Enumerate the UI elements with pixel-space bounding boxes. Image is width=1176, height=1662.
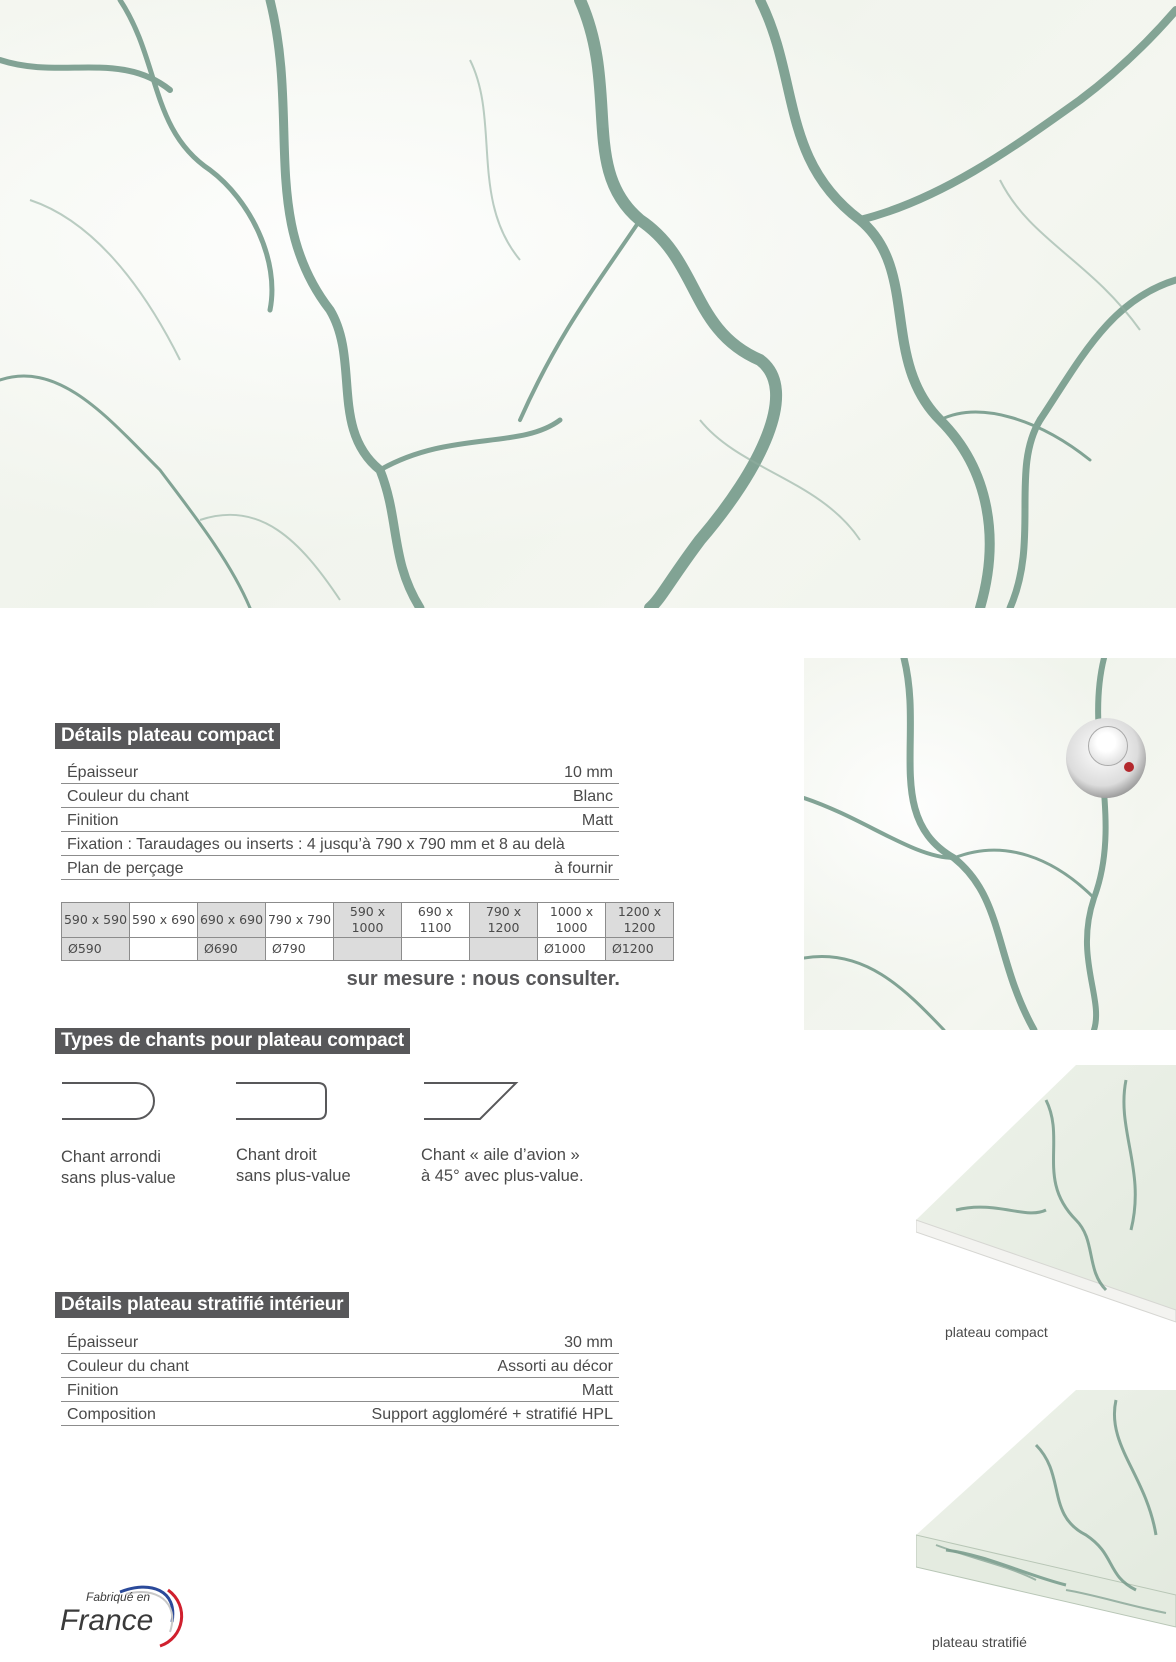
size-cell: 690 x 690 [198, 903, 266, 938]
size-cell: 590 x 690 [130, 903, 198, 938]
size-cell: 590 x 1000 [334, 903, 402, 938]
spec-label: Finition [67, 812, 119, 829]
round-size-cell: Ø590 [62, 938, 130, 961]
sizes-table [61, 902, 674, 961]
spec-row [61, 784, 619, 808]
edge-label-line: sans plus-value [236, 1167, 351, 1185]
spec-value: à fournir [554, 860, 613, 877]
spec-label: Fixation : Taraudages ou inserts : 4 jusqu’à 790 x 790 mm et 8 au delà [67, 836, 565, 853]
laminate-section-title: Détails plateau stratifié intérieur [55, 1292, 349, 1318]
custom-size-note: sur mesure : nous consulter. [346, 968, 620, 990]
edge-label-straight [236, 1145, 351, 1187]
round-size-cell [130, 938, 198, 961]
spec-value: Matt [581, 812, 613, 829]
spec-label: Composition [67, 1406, 156, 1423]
size-cell: 1200 x 1200 [606, 903, 674, 938]
round-sizes-row [62, 938, 674, 961]
coffee-cup-icon [1066, 718, 1146, 798]
spec-value: Matt [581, 1382, 613, 1399]
logo-line1: Fabriqué en [86, 1590, 151, 1604]
spec-row [61, 856, 619, 880]
marble-table-photo [804, 658, 1176, 1030]
spec-row [61, 808, 619, 832]
edge-label-line: à 45° avec plus-value. [421, 1167, 584, 1185]
round-size-cell [334, 938, 402, 961]
round-size-cell: Ø1200 [606, 938, 674, 961]
made-in-france-logo [60, 1582, 190, 1652]
spec-value: Support aggloméré + stratifié HPL [371, 1406, 613, 1423]
spec-row [61, 760, 619, 784]
rounded-edge-icon [60, 1080, 156, 1122]
spec-label: Couleur du chant [67, 788, 189, 805]
edge-label-line: Chant arrondi [61, 1148, 161, 1166]
caption-laminate: plateau stratifié [932, 1634, 1027, 1650]
spec-label: Épaisseur [67, 1334, 139, 1351]
spec-label: Couleur du chant [67, 1358, 189, 1375]
spec-row [61, 1330, 619, 1354]
edge-label-line: Chant « aile d’avion » [421, 1146, 580, 1164]
edge-label-line: sans plus-value [61, 1169, 176, 1187]
rect-sizes-row [62, 903, 674, 938]
size-cell: 790 x 1200 [470, 903, 538, 938]
size-cell: 1000 x 1000 [538, 903, 606, 938]
spec-value: Assorti au décor [497, 1358, 613, 1375]
size-cell: 590 x 590 [62, 903, 130, 938]
marble-hero-image [0, 0, 1176, 608]
compact-spec-table [61, 760, 619, 880]
edge-label-line: Chant droit [236, 1146, 317, 1164]
edges-section-title: Types de chants pour plateau compact [55, 1028, 410, 1054]
round-size-cell [470, 938, 538, 961]
laminate-spec-table [61, 1330, 619, 1426]
spec-label: Finition [67, 1382, 119, 1399]
size-cell: 690 x 1100 [402, 903, 470, 938]
round-size-cell: Ø790 [266, 938, 334, 961]
laminate-panel-illustration [916, 1385, 1176, 1645]
compact-panel-illustration [916, 1060, 1176, 1330]
logo-line2: France [60, 1604, 154, 1637]
spec-value: Blanc [572, 788, 613, 805]
spec-row [61, 832, 619, 856]
compact-section-title: Détails plateau compact [55, 723, 280, 749]
spec-row [61, 1378, 619, 1402]
spec-row [61, 1402, 619, 1426]
beveled-edge-icon [422, 1080, 522, 1122]
spec-label: Épaisseur [67, 764, 139, 781]
edge-label-beveled [421, 1145, 584, 1187]
round-size-cell: Ø690 [198, 938, 266, 961]
round-size-cell [402, 938, 470, 961]
marble-veins [0, 0, 1176, 608]
marble-veins-side [804, 658, 1176, 1030]
size-cell: 790 x 790 [266, 903, 334, 938]
straight-edge-icon [234, 1080, 330, 1122]
spec-label: Plan de perçage [67, 860, 184, 877]
caption-compact: plateau compact [945, 1324, 1048, 1340]
spec-value: 30 mm [564, 1334, 613, 1351]
spec-row [61, 1354, 619, 1378]
spec-value: 10 mm [564, 764, 613, 781]
round-size-cell: Ø1000 [538, 938, 606, 961]
edge-label-rounded [61, 1147, 176, 1189]
